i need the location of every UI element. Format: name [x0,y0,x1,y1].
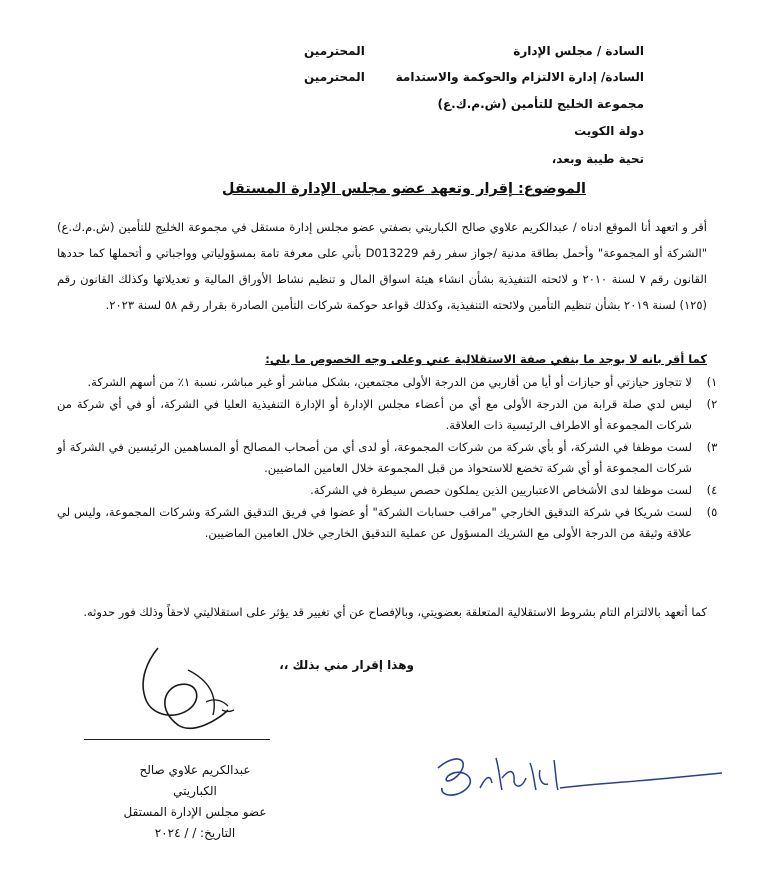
condition-text: لا تتجاوز حيازتي أو حيازات أو أيا من أقاربي من الدرجة الأولى مجتمعين، بشكل مباشر أو غير مباشر، نسبة ١٪ من أسهم الشركة. [87,375,692,389]
signatory-block [110,760,280,844]
condition-number: ٤) [706,483,718,497]
addressee-line-2 [304,70,644,88]
signature-date: التاريخ: / / ٢٠٢٤ [154,826,236,840]
signatory-name-2: الكباريتي [173,784,217,798]
blue-signature [430,748,730,808]
signatory-title: عضو مجلس الإدارة المستقل [123,805,267,819]
condition-number: ٥) [706,505,718,519]
compliance-addressee: السادة/ إدارة الالتزام والحوكمة والاستدامة [395,70,644,84]
addressee-line-1 [304,44,644,62]
condition-text: ليس لدي صلة قرابة من الدرجة الأولى مع أي من أعضاء مجلس الإدارة أو الإدارة التنفيذية العليا في الشركة، أو في أي شركة من شركات المجموعة أو الاطراف الرئيسية ذات العلاقة. [57,397,692,432]
signature-rule [84,739,270,740]
closing-text: كما أتعهد بالالتزام التام بشروط الاستقلالية المتعلقة بعضويتي، وبالإفصاح عن أي تغيير قد يؤثر على استقلاليتي لاحقاً وذلك فور حدوثه. [83,605,707,619]
conditions-list [57,372,724,545]
signatory-name-1: عبدالكريم علاوي صالح [139,763,251,777]
handwritten-signature [118,640,268,740]
closing-paragraph [57,600,707,624]
honorific-1: المحترمين [304,44,365,58]
condition-text: لست موظفا لدى الأشخاص الاعتباريين الذين يملكون حصص سيطرة في الشركة. [310,483,692,497]
condition-item [57,502,724,544]
condition-number: ١) [706,375,718,389]
condition-item [57,372,724,393]
condition-text: لست شريكا في شركة التدقيق الخارجي "مراقب حسابات الشركة" أو عضوا في فريق التدقيق الشركة وشركات المجموعة، وليس لي علاقة وثيقة من الدرجة الأولى مع الشريك المسؤول عن عملية التدقيق الخارجي خلال العامين الماضيين. [57,505,692,540]
declaration-paragraph [57,214,707,318]
board-addressee: السادة / مجلس الإدارة [513,44,644,58]
condition-number: ٣) [706,440,718,454]
condition-text: لست موظفا في الشركة، أو بأي شركة من شركات المجموعة، أو لدى أي من أصحاب المصالح أو المساهمين الرئيسين في الشركة أو شركات المجموعة أو أي شركة تخضع للاستحواذ من قبل المجموعة خلال العامين الماضيين. [57,440,692,475]
subject-line: الموضوع: إقرار وتعهد عضو مجلس الإدارة المستقل [221,181,586,197]
confirmation-line: وهذا إقرار مني بذلك ،، [279,658,414,672]
declaration-text: أقر و اتعهد أنا الموقع ادناه / عبدالكريم علاوي صالح الكباريتي بصفتي عضو مجلس إدارة مستقل في مجموعة الخليج للتأمين (ش.م.ك.ع) "الشركة أو المجموعة" وأحمل بطاقة مدنية /جواز سفر رقم D013229 بأني على معرفة تامة بمسؤولياتي وواجباتي و أتحملها كما حددها القانون رقم ٧ لسنة ٢٠١٠ و لائحته التنفيذية بشأن انشاء هيئة اسواق المال و تنظيم نشاط الأوراق المالية و تعديلاتها وكذلك القانون رقم (١٢٥) لسنة ٢٠١٩ بشأن تنظيم التأمين ولائحته التنفيذية، وكذلك قواعد حوكمة شركات التأمين الصادرة بقرار رقم ٥٨ لسنة ٢٠٢٣. [57,220,707,312]
conditions-intro: كما أقر بانه لا يوجد ما ينفي صفة الاستقلالية عني وعلى وجه الخصوص ما يلي: [265,352,707,366]
condition-number: ٢) [706,397,718,411]
condition-item [57,480,724,501]
declaration-letter: السادة / مجلس الإدارة المحترمين السادة/ إدارة الالتزام والحوكمة والاستدامة المحترمين مجموعة الخليج للتأمين (ش.م.ك.ع) دولة الكويت تحية طيبة وبعد، الموضوع: إقرار وتعهد عضو مجلس الإدارة المستقل أقر و اتعهد أنا الموقع ادناه / عبدالكريم علاوي صالح الكباريتي بصفتي عضو مجلس إدارة مستقل في مجموعة الخليج للتأمين (ش.م.ك.ع) "الشركة أو المجموعة" وأحمل بطاقة مدنية /جواز سفر رقم D013229 بأني على معرفة تامة بمسؤولياتي وواجباتي و أتحملها كما حددها القانون رقم ٧ لسنة ٢٠١٠ و لائحته التنفيذية بشأن انشاء هيئة اسواق المال و تنظيم نشاط الأوراق المالية و تعديلاتها وكذلك القانون رقم (١٢٥) لسنة ٢٠١٩ بشأن تنظيم التأمين ولائحته التنفيذية، وكذلك قواعد حوكمة شركات التأمين الصادرة بقرار رقم ٥٨ لسنة ٢٠٢٣. كما أقر بانه لا يوجد ما ينفي صفة الاستقلالية عني وعلى وجه الخصوص ما يلي: ١) لا تتجاوز حيازتي أو حيازات أو أيا من أقاربي من الدرجة الأولى مجتمعين، بشكل مباشر أو غير مباشر، نسبة ١٪ من أسهم الشركة. ٢) ليس لدي صلة قرابة من الدرجة الأولى مع أي من أعضاء مجلس الإدارة أو الإدارة التنفيذية العليا في الشركة، أو في أي شركة من شركات المجموعة أو الاطراف الرئيسية ذات العلاقة. ٣) لست موظفا في الشركة، أو بأي شركة من شركات المجموعة، أو لدى أي من أصحاب المصالح أو المساهمين الرئيسين في الشركة أو شركات المجموعة أو أي شركة تخضع للاستحواذ من قبل المجموعة خلال العامين الماضيين. ٤) لست موظفا لدى الأشخاص الاعتباريين الذين يملكون حصص سيطرة في الشركة. ٥) لست شريكا في شركة التدقيق الخارجي "مراقب حسابات الشركة" أو عضوا في فريق التدقيق الشركة وشركات المجموعة، وليس لي علاقة وثيقة من الدرجة الأولى مع الشريك المسؤول عن عملية التدقيق الخارجي خلال العامين الماضيين. كما أتعهد بالالتزام التام بشروط الاستقلالية المتعلقة بعضويتي، وبالإفصاح عن أي تغيير قد يؤثر على استقلاليتي لاحقاً وذلك فور حدوثه. وهذا إقرار مني بذلك ،، عبدالكريم علاوي صالح الكباريتي عضو مجلس الإدارة المستقل التاريخ: / / ٢٠٢٤ [0,0,764,881]
condition-item [57,394,724,436]
condition-item [57,437,724,479]
honorific-2: المحترمين [304,70,365,84]
